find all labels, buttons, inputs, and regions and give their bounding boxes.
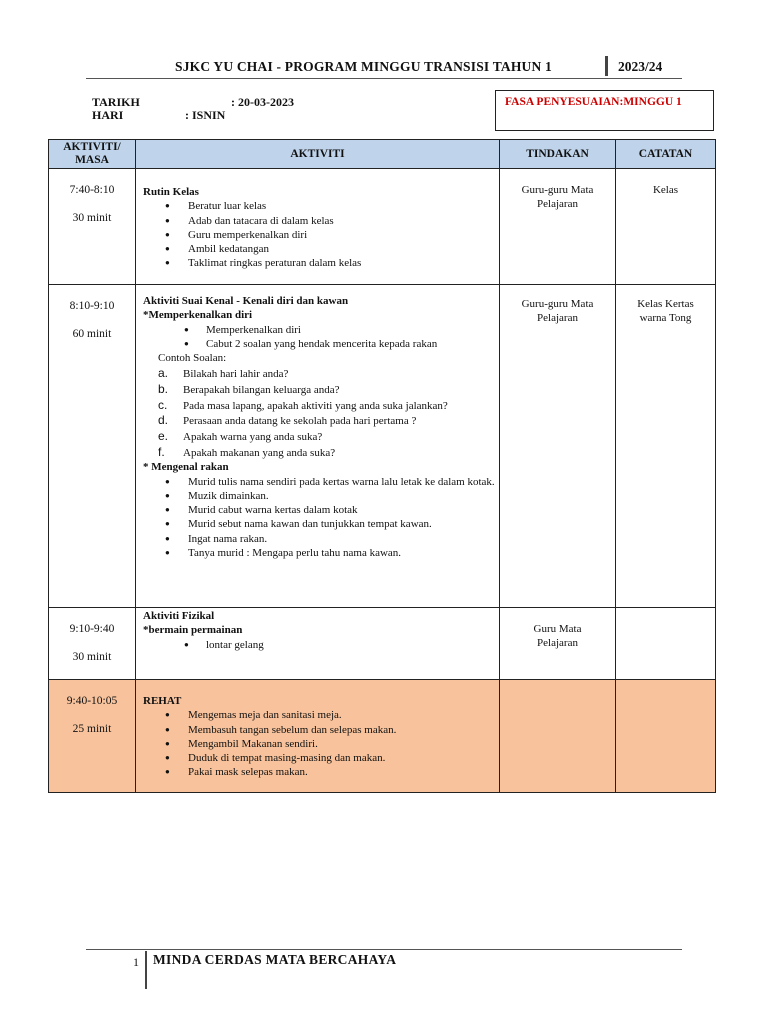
- tindakan-cell: [500, 285, 616, 608]
- table-header-row: [49, 140, 716, 169]
- table-row: [49, 285, 716, 608]
- list-item: ● Murid tulis nama sendiri pada kertas warna lalu letak ke dalam kotak.: [143, 475, 499, 489]
- fasa-label: FASA PENYESUAIAN:MINGGU 1: [505, 96, 682, 108]
- tindakan-text: Guru Mata Pelajaran: [533, 623, 582, 649]
- activity-cell: [136, 680, 500, 793]
- time-range: 8:10-9:10: [69, 300, 115, 312]
- list-item: ● Murid sebut nama kawan dan tunjukkan tempat kawan.: [143, 517, 499, 531]
- activity-title: REHAT: [143, 695, 182, 707]
- activity-list: [143, 638, 499, 652]
- time-cell: [49, 169, 136, 285]
- list-item: b. Berapakah bilangan keluarga anda?: [158, 381, 340, 396]
- duration: 30 minit: [72, 212, 112, 224]
- list-item: ● Guru memperkenalkan diri: [143, 228, 499, 242]
- schedule-table: [48, 139, 716, 793]
- document-year: 2023/24: [618, 59, 663, 74]
- time-range: 9:40-10:05: [66, 695, 118, 707]
- list-item: a. Bilakah hari lahir anda?: [158, 365, 289, 380]
- document-title: SJKC YU CHAI - PROGRAM MINGGU TRANSISI TAHUN 1: [175, 59, 552, 74]
- footer-divider: [145, 951, 147, 989]
- time-range: 9:10-9:40: [69, 623, 115, 635]
- table-row: [49, 169, 716, 285]
- duration: 25 minit: [72, 723, 112, 735]
- tindakan-text: Guru-guru Mata Pelajaran: [521, 184, 594, 210]
- tindakan-cell: [500, 169, 616, 285]
- list-item: ● Muzik dimainkan.: [143, 489, 499, 503]
- list-item: ● Membasuh tangan sebelum dan selepas makan.: [143, 723, 499, 737]
- list-item: f. Apakah makanan yang anda suka?: [158, 444, 336, 459]
- catatan-cell: [616, 285, 716, 608]
- list-item: ● Duduk di tempat masing-masing dan makan.: [143, 751, 499, 765]
- activity-list: [143, 475, 499, 561]
- list-item: ● Murid cabut warna kertas dalam kotak: [143, 503, 499, 517]
- activity-cell: [136, 608, 500, 680]
- question-list: [143, 367, 499, 460]
- table-row: [49, 608, 716, 680]
- list-item: ● lontar gelang: [143, 638, 499, 652]
- list-item: ● Adab dan tatacara di dalam kelas: [143, 214, 499, 228]
- duration: 30 minit: [72, 651, 112, 663]
- list-item: ● Ingat nama rakan.: [143, 532, 499, 546]
- list-item: ● Ambil kedatangan: [143, 242, 499, 256]
- fasa-box: [495, 90, 714, 131]
- header-tindakan: TINDAKAN: [500, 140, 616, 169]
- header-masa: AKTIVITI/ MASA: [49, 140, 136, 169]
- activity-cell: [136, 285, 500, 608]
- list-item: e. Apakah warna yang anda suka?: [158, 429, 323, 444]
- list-item: d. Perasaan anda datang ke sekolah pada hari pertama ?: [158, 413, 417, 428]
- catatan-cell: [616, 169, 716, 285]
- list-item: ● Tanya murid : Mengapa perlu tahu nama kawan.: [143, 546, 499, 560]
- activity-cell: [136, 169, 500, 285]
- time-cell: [49, 680, 136, 793]
- tarikh-label: TARIKH: [92, 95, 140, 109]
- catatan-text: Kelas Kertas warna Tong: [637, 298, 694, 324]
- subsection-heading: *Memperkenalkan diri: [143, 309, 253, 322]
- activity-list: [143, 199, 499, 270]
- activity-list: [143, 323, 499, 352]
- catatan-text: Kelas: [652, 184, 679, 196]
- catatan-cell: [616, 608, 716, 680]
- tindakan-cell: [500, 680, 616, 793]
- header-aktiviti: AKTIVITI: [136, 140, 500, 169]
- table-row: [49, 680, 716, 793]
- list-item: ● Taklimat ringkas peraturan dalam kelas: [143, 256, 499, 270]
- list-item: ● Beratur luar kelas: [143, 199, 499, 213]
- list-item: ● Mengambil Makanan sendiri.: [143, 737, 499, 751]
- list-item: ● Pakai mask selepas makan.: [143, 765, 499, 779]
- activity-title: Aktiviti Suai Kenal - Kenali diri dan kawan: [143, 295, 349, 307]
- list-item: ● Memperkenalkan diri: [143, 323, 499, 337]
- duration: 60 minit: [72, 328, 112, 340]
- list-item: c. Pada masa lapang, apakah aktiviti yang anda suka jalankan?: [158, 397, 448, 412]
- catatan-cell: [616, 680, 716, 793]
- footer-motto: MINDA CERDAS MATA BERCAHAYA: [153, 952, 397, 967]
- header-catatan: CATATAN: [616, 140, 716, 169]
- time-cell: [49, 285, 136, 608]
- contoh-soalan-label: Contoh Soalan:: [158, 352, 227, 365]
- activity-title: Rutin Kelas: [143, 186, 199, 198]
- activity-title: Aktiviti Fizikal: [143, 610, 215, 622]
- hari-label: HARI: [92, 108, 124, 122]
- list-item: ● Cabut 2 soalan yang hendak mencerita kepada rakan: [143, 337, 499, 351]
- header-rule: [86, 78, 682, 79]
- tindakan-cell: [500, 608, 616, 680]
- time-range: 7:40-8:10: [69, 184, 115, 196]
- tarikh-value: : 20-03-2023: [231, 95, 294, 109]
- subsection-heading: *bermain permainan: [143, 624, 243, 637]
- list-item: ● Mengemas meja dan sanitasi meja.: [143, 708, 499, 722]
- activity-list: [143, 708, 499, 779]
- page-number: 1: [133, 955, 139, 969]
- hari-value: : ISNIN: [185, 108, 226, 122]
- time-cell: [49, 608, 136, 680]
- header-divider: [605, 56, 608, 76]
- footer-rule: [86, 949, 682, 950]
- subsection-heading: * Mengenal rakan: [143, 461, 229, 474]
- tindakan-text: Guru-guru Mata Pelajaran: [521, 298, 594, 324]
